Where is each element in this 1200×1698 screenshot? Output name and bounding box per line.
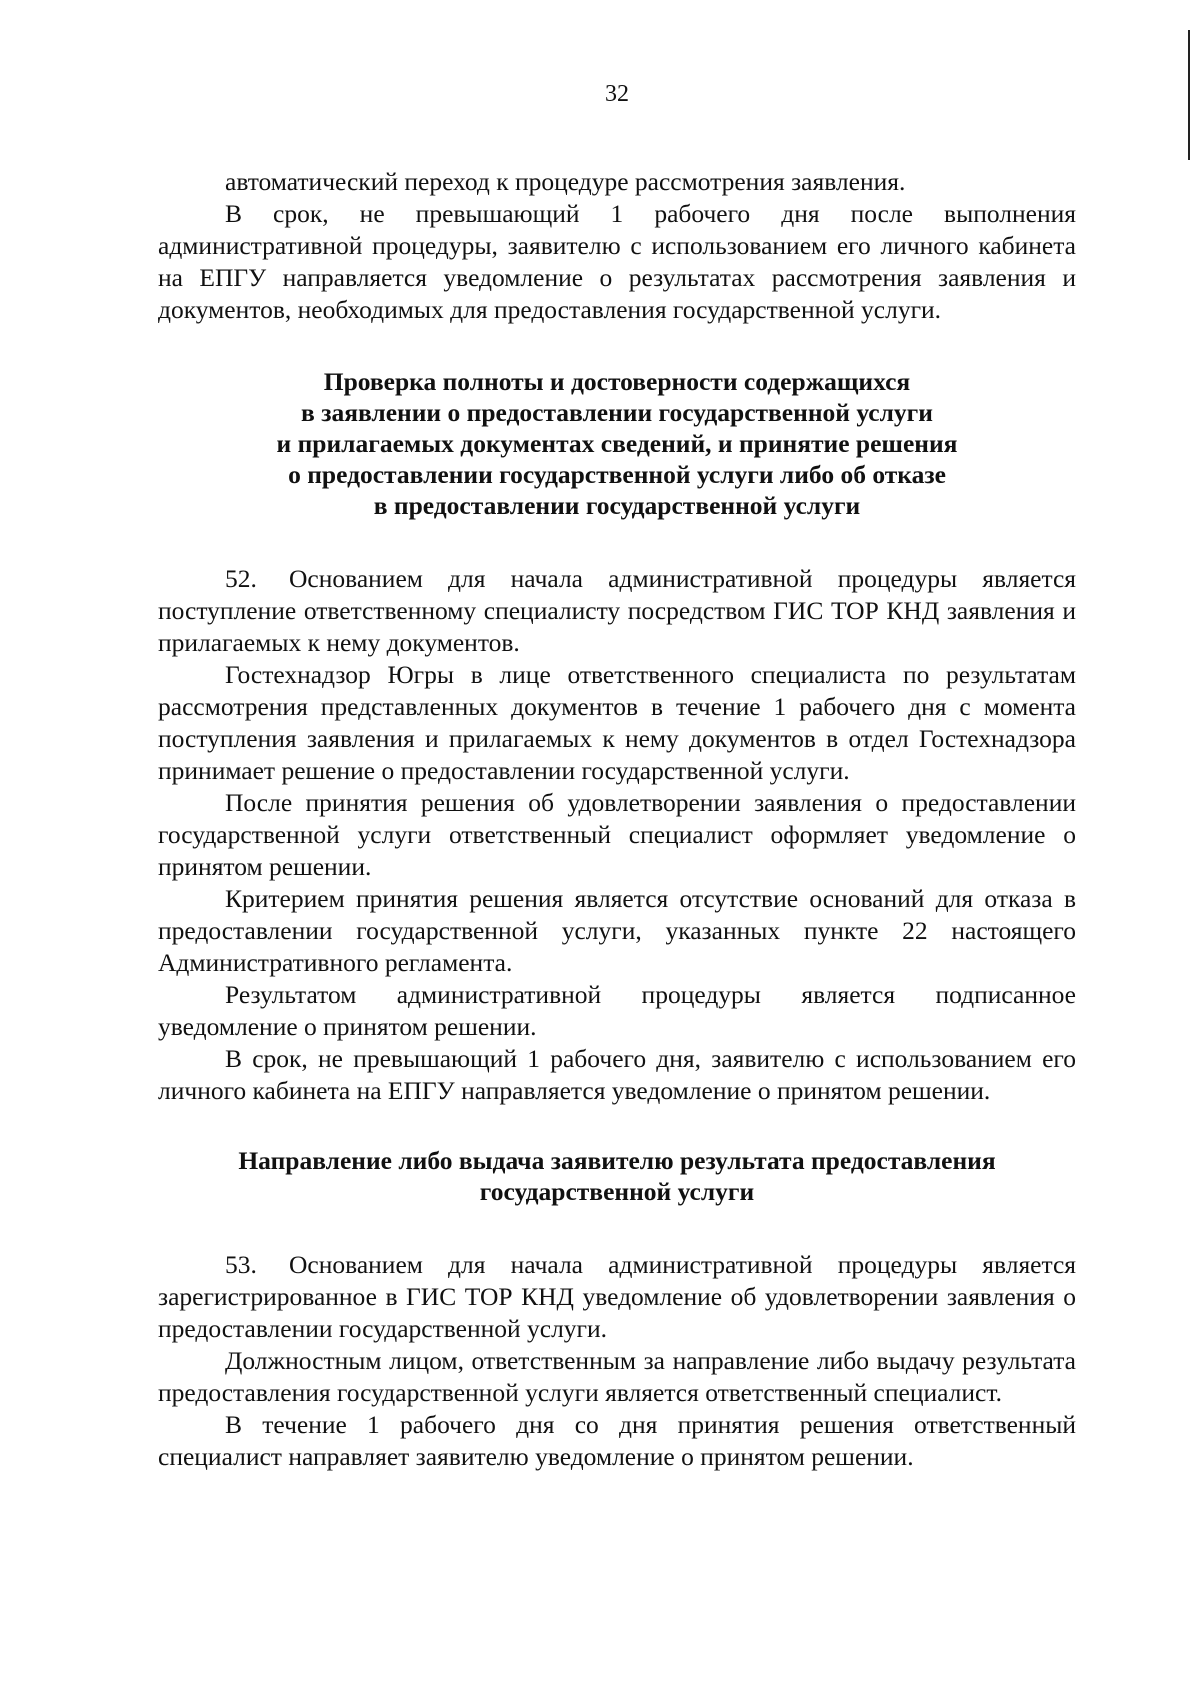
paragraph: В течение 1 рабочего дня со дня принятия решения ответственный специалист направляет заявителю уведомление о принятом решении. xyxy=(158,1410,1076,1471)
paragraph: Гостехнадзор Югры в лице ответственного специалиста по результатам рассмотрения представленных документов в течение 1 рабочего дня с момента поступления заявления и прилагаемых к нему документов в отдел Гостехнадзора принимает решение о предоставлении государственной услуги. xyxy=(158,660,1076,785)
paragraph-number: 52. xyxy=(225,564,257,593)
heading-line: и прилагаемых документах сведений, и принятие решения xyxy=(276,429,958,458)
paragraph: Критерием принятия решения является отсутствие оснований для отказа в предоставлении государственной услуги, указанных пункте 22 настоящего Административного регламента. xyxy=(158,884,1076,977)
paragraph: В срок, не превышающий 1 рабочего дня, заявителю с использованием его личного кабинета на ЕПГУ направляется уведомление о принятом решении. xyxy=(158,1044,1076,1105)
heading-line: в предоставлении государственной услуги xyxy=(373,491,861,520)
heading-line: в заявлении о предоставлении государственной услуги xyxy=(301,398,933,427)
paragraph-number: 53. xyxy=(225,1250,257,1279)
paragraph-text: Основанием для начала административной процедуры является поступление ответственному специалисту посредством ГИС ТОР КНД заявления и прилагаемых к нему документов. xyxy=(158,564,1076,657)
paragraph: Должностным лицом, ответственным за направление либо выдачу результата предоставления государственной услуги является ответственный специалист. xyxy=(158,1346,1076,1407)
section-heading xyxy=(158,1145,1076,1207)
heading-line: о предоставлении государственной услуги либо об отказе xyxy=(288,460,946,489)
paragraph: Результатом административной процедуры является подписанное уведомление о принятом решении. xyxy=(158,980,1076,1041)
document-page xyxy=(158,78,1076,1473)
heading-line: Направление либо выдача заявителю результата предоставления xyxy=(238,1146,996,1175)
paragraph: После принятия решения об удовлетворении заявления о предоставлении государственной услуги ответственный специалист оформляет уведомление о принятом решении. xyxy=(158,788,1076,881)
paragraph-text: Основанием для начала административной процедуры является зарегистрированное в ГИС ТОР КНД уведомление об удовлетворении заявления о предоставлении государственной услуги. xyxy=(158,1250,1076,1343)
paragraph: В срок, не превышающий 1 рабочего дня после выполнения административной процедуры, заявителю с использованием его личного кабинета на ЕПГУ направляется уведомление о результатах рассмотрения заявления и документов, необходимых для предоставления государственной услуги. xyxy=(158,199,1076,324)
paragraph: автоматический переход к процедуре рассмотрения заявления. xyxy=(225,167,906,196)
section-heading xyxy=(158,366,1076,521)
numbered-paragraph xyxy=(158,563,1076,659)
numbered-paragraph xyxy=(158,1249,1076,1345)
page-number: 32 xyxy=(605,81,629,107)
heading-line: государственной услуги xyxy=(479,1177,755,1206)
scan-edge-line xyxy=(1188,30,1190,160)
heading-line: Проверка полноты и достоверности содержащихся xyxy=(323,367,911,396)
